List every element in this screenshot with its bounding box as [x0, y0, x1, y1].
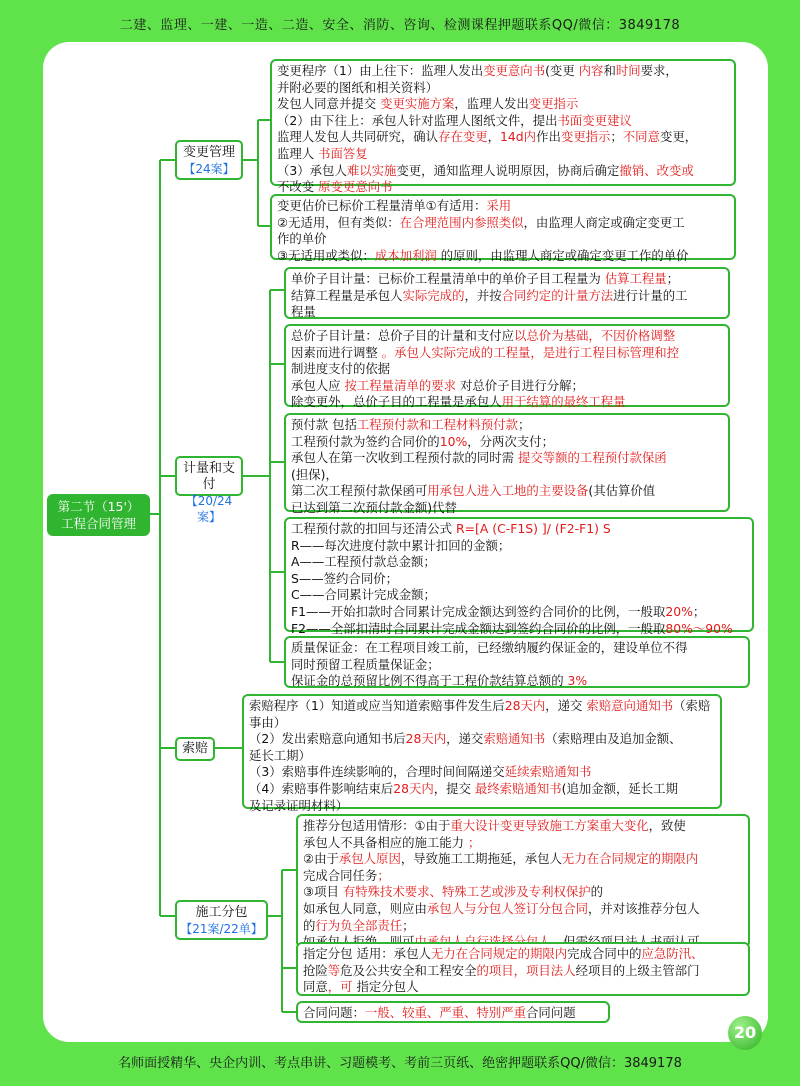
highlight-text: 无力在合同规定的期限内 [430, 946, 568, 961]
text-line [291, 361, 723, 378]
body-text: 除变更外，总价子目的工程量是承包人 [291, 394, 502, 410]
body-text: 事由） [249, 714, 287, 730]
highlight-text: 书面答复 [318, 145, 368, 161]
highlight-text: 等 [327, 962, 341, 978]
body-text: ； [666, 271, 680, 286]
body-text: 的原则，由监理人商定或确定变更工作的单价 [436, 247, 689, 263]
highlight-text: 80%～90% [665, 620, 733, 636]
root-line1: 第二节（15'） [57, 499, 140, 514]
branch-measure-payment [175, 456, 243, 524]
text-line [303, 918, 743, 935]
highlight-text: 。承包人实际完成的工程量，是进行工程目标管理和控 [377, 344, 680, 360]
leaf-unit-price-measurement [284, 267, 730, 319]
highlight-text: 时间 [615, 63, 641, 78]
body-text: 保证金的总预留比例不得高于工程价款结算总额的 [291, 673, 568, 689]
branch-subcontract-title: 施工分包 [195, 905, 248, 920]
body-text: ，导致施工工期拖延，承包人 [400, 851, 562, 867]
branch-change-management [175, 140, 243, 180]
page-footer: 名师面授精华、央企内训、考点串讲、习题模考、考前三页纸、绝密押题联系QQ/微信：3849178 [118, 1056, 682, 1071]
highlight-text: 按工程量清单的要求 [344, 377, 457, 393]
highlight-text: 变更实施方案 [380, 96, 455, 112]
body-text: 承包人在第一次收到工程预付款的同时需 [291, 450, 518, 466]
text-line [303, 901, 743, 918]
body-text: 变更，通知监理人说明原因，协商后确定 [396, 162, 620, 178]
text-line [291, 604, 747, 621]
body-text: ，递交 [446, 731, 484, 747]
text-line [303, 835, 743, 852]
text-line [277, 163, 729, 180]
body-text: 对总价子目进行分解； [456, 377, 584, 393]
highlight-text: ； [464, 834, 481, 850]
body-text: 并附必要的图纸和相关资料） [277, 79, 439, 95]
body-text: ②由于 [303, 851, 339, 867]
highlight-text: 合同约定的计量方法 [501, 287, 614, 303]
text-line [303, 979, 743, 996]
body-text: 合同问题 [526, 1005, 576, 1020]
highlight-text: 变更指示 [528, 96, 579, 112]
leaf-designated-subcontract [296, 942, 750, 996]
highlight-text: 28天内 [504, 698, 546, 713]
body-text: 指定分包人 [356, 979, 419, 995]
body-text: 发包人同意并提交 [277, 96, 381, 112]
body-text: (变更 [545, 63, 579, 78]
body-text: 及记录证明材料） [249, 797, 349, 813]
text-line [249, 798, 715, 815]
branch-claim [175, 737, 215, 761]
leaf-contract-issues [296, 1001, 610, 1023]
highlight-text: 实际完成的 [402, 287, 465, 303]
root-node-section-2 [47, 494, 150, 536]
body-text: A——工程预付款总金额； [291, 554, 436, 570]
highlight-text: 最终索赔通知书 [474, 780, 562, 796]
highlight-text: 变更指示 [560, 129, 611, 145]
body-text: 已达到第二次预付款金额)代替 [291, 499, 457, 515]
body-text: ，提交 [433, 780, 475, 796]
leaf-advance-payment [284, 413, 730, 515]
highlight-text: 的项目，项目法人 [476, 962, 576, 978]
highlight-text: 3% [567, 673, 588, 689]
body-text: ，由监理人商定或确定变更工 [523, 214, 685, 230]
text-line [291, 571, 747, 588]
highlight-text: 14d内 [500, 129, 537, 145]
leaf-change-valuation [270, 194, 736, 263]
body-text: 变更程序（1）由上往下：监理人发出 [277, 63, 484, 78]
body-text: ， [487, 129, 501, 145]
body-text: 的 [590, 884, 604, 900]
highlight-text: 有特殊技术要求、特殊工艺或涉及专利权保护 [342, 884, 591, 900]
body-text: 和 [603, 63, 616, 78]
highlight-text: 不同意 [622, 129, 660, 145]
body-text: (担保)， [291, 466, 338, 482]
body-text: 总价子目计量：总价子目的计量和支付应 [291, 328, 515, 343]
text-line [303, 851, 743, 868]
body-text: C——合同累计完成金额； [291, 587, 436, 603]
highlight-text: 承包人与分包人签订分包合同 [426, 900, 588, 916]
text-line [291, 271, 723, 288]
highlight-text: 28天内 [405, 731, 447, 747]
body-text: ，监理人发出 [454, 96, 529, 112]
leaf-quality-retention [284, 636, 750, 688]
highlight-text: 应急防汛、 [641, 946, 704, 961]
highlight-text: 10% [439, 433, 468, 449]
body-text: 监理人发包人共同研究，确认 [277, 129, 439, 145]
text-line [277, 248, 729, 265]
highlight-text: ； [377, 867, 390, 883]
body-text: 危及公共安全和工程安全 [340, 962, 477, 978]
root-line2: 工程合同管理 [60, 516, 136, 531]
body-text: S——签约合同价； [291, 570, 398, 586]
body-text: 承包人应 [291, 377, 345, 393]
text-line [291, 345, 723, 362]
body-text: 同意 [303, 979, 328, 995]
leaf-total-price-measurement [284, 324, 730, 410]
text-line [277, 146, 729, 163]
body-text: 完成合同中的 [567, 946, 642, 961]
branch-claim-title: 索赔 [181, 741, 208, 756]
highlight-text: 28天内 [393, 780, 434, 796]
body-text: 因素而进行调整 [291, 344, 378, 360]
body-text: ； [692, 603, 706, 619]
text-line [277, 231, 729, 248]
body-text: 工程预付款的扣回与还清公式 [291, 521, 457, 536]
text-line [291, 587, 747, 604]
text-line [291, 640, 743, 657]
body-text: ，并对该推荐分包人 [587, 900, 700, 916]
highlight-text: 重大设计变更导致施工方案重大变化 [450, 818, 649, 833]
body-text: (追加金额，延长工期 [561, 780, 678, 796]
highlight-text: 用承包人进入工地的主要设备 [427, 483, 589, 499]
text-line [303, 884, 743, 901]
text-line [291, 538, 747, 555]
text-line [277, 63, 729, 80]
text-line [291, 378, 723, 395]
body-text: 变更， [659, 129, 698, 145]
branch-subcontract [175, 900, 268, 940]
highlight-text: 内容 [578, 63, 604, 78]
highlight-text: 书面变更建议 [557, 112, 632, 128]
highlight-text: 一般、较重、严重、特别严重 [364, 1005, 527, 1020]
body-text: （3）承包人 [277, 162, 347, 178]
text-line [249, 715, 715, 732]
body-text: 延长工期） [249, 747, 311, 763]
highlight-text: 采用 [486, 198, 512, 213]
body-text: ②无适用，但有类似： [277, 214, 400, 230]
body-text: ，分两次支付； [467, 433, 554, 449]
text-line [249, 748, 715, 765]
text-line [291, 500, 723, 517]
text-line [291, 304, 723, 321]
body-text: F1——开始扣款时合同累计完成金额达到签约合同价的比例，一般取 [291, 603, 666, 619]
body-text: 完成合同任务 [303, 867, 378, 883]
highlight-text: ，可 [327, 979, 357, 995]
highlight-text: 20% [665, 603, 693, 619]
body-text: ，递交 [545, 698, 587, 713]
body-text: 变更估价已标价工程量清单①有适用： [277, 198, 487, 213]
highlight-text: 难以实施 [346, 162, 397, 178]
highlight-text: 索赔意向通知书 [586, 698, 674, 713]
body-text: 结算工程量是承包人 [291, 287, 403, 303]
text-line [291, 417, 723, 434]
text-line [291, 328, 723, 345]
leaf-advance-deduction-formula [284, 517, 754, 636]
body-text: 不改变 [277, 179, 315, 195]
highlight-text: 变更意向书 [483, 63, 546, 78]
text-line [277, 96, 729, 113]
body-text: 经项目的上级主管部门 [575, 962, 700, 978]
body-text: 预付款 包括 [291, 417, 357, 432]
text-line [303, 868, 743, 885]
highlight-text: 成本加利润 [374, 247, 437, 263]
body-text: 推荐分包适用情形：①由于 [303, 818, 451, 833]
branch-measure-sub: 【20/24案】 [185, 494, 233, 524]
body-text: ； [402, 917, 415, 933]
text-line [249, 764, 715, 781]
body-text: 进行计量的工 [613, 287, 688, 303]
text-line [303, 818, 743, 835]
text-line [291, 521, 747, 538]
body-text: 的 [303, 917, 316, 933]
body-text: ，并按 [464, 287, 502, 303]
body-text: ③项目 [303, 884, 343, 900]
body-text: 承包人不具备相应的施工能力 [303, 834, 465, 850]
body-text: 制进度支付的依据 [291, 361, 391, 377]
text-line [277, 198, 729, 215]
body-text: ③无适用或类似： [277, 247, 375, 263]
text-line [291, 673, 743, 690]
leaf-claim-procedure [242, 694, 722, 813]
text-line [303, 946, 743, 963]
body-text: 如承包人同意，则应由 [303, 900, 427, 916]
branch-change-title: 变更管理 [182, 145, 235, 160]
body-text: 索赔程序（1）知道或应当知道索赔事件发生后 [249, 698, 505, 713]
text-line [291, 621, 747, 638]
highlight-text: 在合理范围内参照类似 [399, 214, 524, 230]
text-line [291, 657, 743, 674]
text-line [277, 215, 729, 232]
body-text: （2）发出索赔意向通知书后 [249, 731, 406, 747]
text-line [249, 698, 715, 715]
page-number-badge: 20 [728, 1016, 762, 1050]
text-line [303, 963, 743, 980]
body-text: 合同问题： [303, 1005, 365, 1020]
body-text: 作的单价 [277, 231, 327, 247]
text-line [291, 434, 723, 451]
body-text: 抢险 [303, 962, 328, 978]
leaf-change-procedure [270, 59, 736, 195]
body-text: （索赔 [673, 698, 711, 713]
body-text: 监理人 [277, 145, 319, 161]
highlight-text: 索赔通知书 [483, 731, 546, 747]
highlight-text: 撤销、改变或 [619, 162, 694, 178]
text-line [291, 467, 723, 484]
highlight-text: 以总价为基础，不因价格调整 [514, 328, 676, 343]
body-text: ，致使 [648, 818, 686, 833]
body-text: 要求， [640, 63, 678, 78]
body-text: 指定分包 适用：承包人 [303, 946, 431, 961]
highlight-text: 提交等额的工程预付款保函 [517, 450, 667, 466]
page-header: 二建、监理、一建、一造、二造、安全、消防、咨询、检测课程押题联系QQ/微信：3849178 [119, 18, 681, 33]
body-text: (其估算价值 [588, 483, 656, 499]
text-line [277, 80, 729, 97]
text-line [291, 288, 723, 305]
body-text: F2——全部扣清时合同累计完成金额达到签约合同价的比例，一般取 [291, 620, 666, 636]
text-line [303, 1005, 603, 1022]
highlight-text: 原变更意向书 [314, 179, 393, 195]
text-line [277, 129, 729, 146]
body-text: （3）索赔事件连续影响的，合理时间间隔递交 [249, 764, 505, 780]
branch-measure-title: 计量和支付 [182, 461, 235, 492]
highlight-text: 行为负全部责任 [315, 917, 403, 933]
body-text: 质量保证金：在工程项目竣工前，已经缴纳履约保证金的，建设单位不得 [291, 640, 688, 655]
body-text: ； [610, 129, 623, 145]
text-line [249, 731, 715, 748]
highlight-text: 承包人原因 [338, 851, 401, 867]
text-line [277, 113, 729, 130]
body-text: （索赔理由及追加金额、 [545, 731, 682, 747]
body-text: （2）由下往上：承包人针对监理人图纸文件，提出 [277, 112, 558, 128]
highlight-text: R=[A (C-F1S) ]/ (F2-F1) S [456, 521, 611, 536]
highlight-text: 估算工程量 [604, 271, 667, 286]
highlight-text: 存在变更 [438, 129, 488, 145]
body-text: 程量 [291, 304, 316, 320]
body-text: 同时预留工程质量保证金； [291, 656, 440, 672]
body-text: 第二次工程预付款保函可 [291, 483, 428, 499]
body-text: 单价子目计量：已标价工程量清单中的单价子目工程量为 [291, 271, 605, 286]
leaf-recommended-subcontract [296, 814, 750, 948]
body-text: 作出 [536, 129, 561, 145]
text-line [291, 483, 723, 500]
body-text: （4）索赔事件影响结束后 [249, 780, 394, 796]
highlight-text: 用于结算的最终工程量 [501, 394, 626, 410]
body-text: R——每次进度付款中累计扣回的金额； [291, 537, 511, 553]
text-line [291, 394, 723, 411]
body-text: 工程预付款为签约合同价的 [291, 433, 440, 449]
highlight-text: 延续索赔通知书 [504, 764, 592, 780]
branch-change-sub: 【24案】 [183, 162, 235, 176]
text-line [291, 554, 747, 571]
text-line [291, 450, 723, 467]
text-line [249, 781, 715, 798]
body-text: ； [517, 417, 531, 432]
branch-subcontract-sub: 【21案/22单】 [180, 922, 263, 936]
highlight-text: 工程预付款和工程材料预付款 [356, 417, 518, 432]
highlight-text: 无力在合同规定的期限内 [561, 851, 699, 867]
